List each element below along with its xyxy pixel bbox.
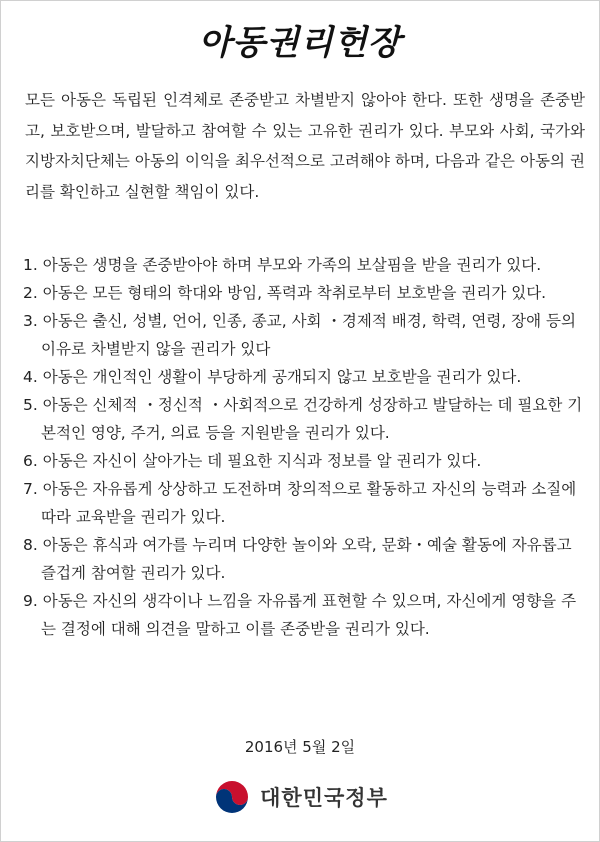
issuer-name: 대한민국정부 xyxy=(260,786,388,810)
article-item: 2. 아동은 모든 형태의 학대와 방임, 폭력과 착취로부터 보호받을 권리가 있다. xyxy=(23,284,547,302)
article-list xyxy=(23,251,585,643)
article-item: 1. 아동은 생명을 존중받아야 하며 부모와 가족의 보살핌을 받을 권리가 있다. xyxy=(23,256,542,274)
article-item: 8. 아동은 휴식과 여가를 누리며 다양한 놀이와 오락, 문화・예술 활동에 자유롭고 즐겁게 참여할 권리가 있다. xyxy=(23,536,572,582)
preamble-paragraph: 모든 아동은 독립된 인격체로 존중받고 차별받지 않아야 한다. 또한 생명을 존중받고, 보호받으며, 발달하고 참여할 수 있는 고유한 권리가 있다. 부모와 사회, 국가와 지방자치단체는 아동의 이익을 최우선적으로 고려해야 하며, 다음과 같은 아동의 권리를 확인하고 실현할 책임이 있다. xyxy=(25,91,585,201)
article-item: 7. 아동은 자유롭게 상상하고 도전하며 창의적으로 활동하고 자신의 능력과 소질에 따라 교육받을 권리가 있다. xyxy=(23,480,577,526)
article-item: 4. 아동은 개인적인 생활이 부당하게 공개되지 않고 보호받을 권리가 있다. xyxy=(23,368,522,386)
article-item: 3. 아동은 출신, 성별, 언어, 인종, 종교, 사회 ・경제적 배경, 학력, 연령, 장애 등의 이유로 차별받지 않을 권리가 있다 xyxy=(23,312,577,358)
page-title: 아동권리헌장 xyxy=(198,23,402,63)
article-item: 5. 아동은 신체적 ・정신적 ・사회적으로 건강하게 성장하고 발달하는 데 필요한 기본적인 영양, 주거, 의료 등을 지원받을 권리가 있다. xyxy=(23,396,583,442)
issuer-signature xyxy=(1,777,599,817)
article-item: 6. 아동은 자신이 살아가는 데 필요한 지식과 정보를 알 권리가 있다. xyxy=(23,452,482,470)
article-item: 9. 아동은 자신의 생각이나 느낌을 자유롭게 표현할 수 있으며, 자신에게 영향을 주는 결정에 대해 의견을 말하고 이를 존중받을 권리가 있다. xyxy=(23,592,577,638)
proclamation-date: 2016년 5월 2일 xyxy=(244,738,356,756)
taegeuk-emblem-icon xyxy=(212,777,252,817)
